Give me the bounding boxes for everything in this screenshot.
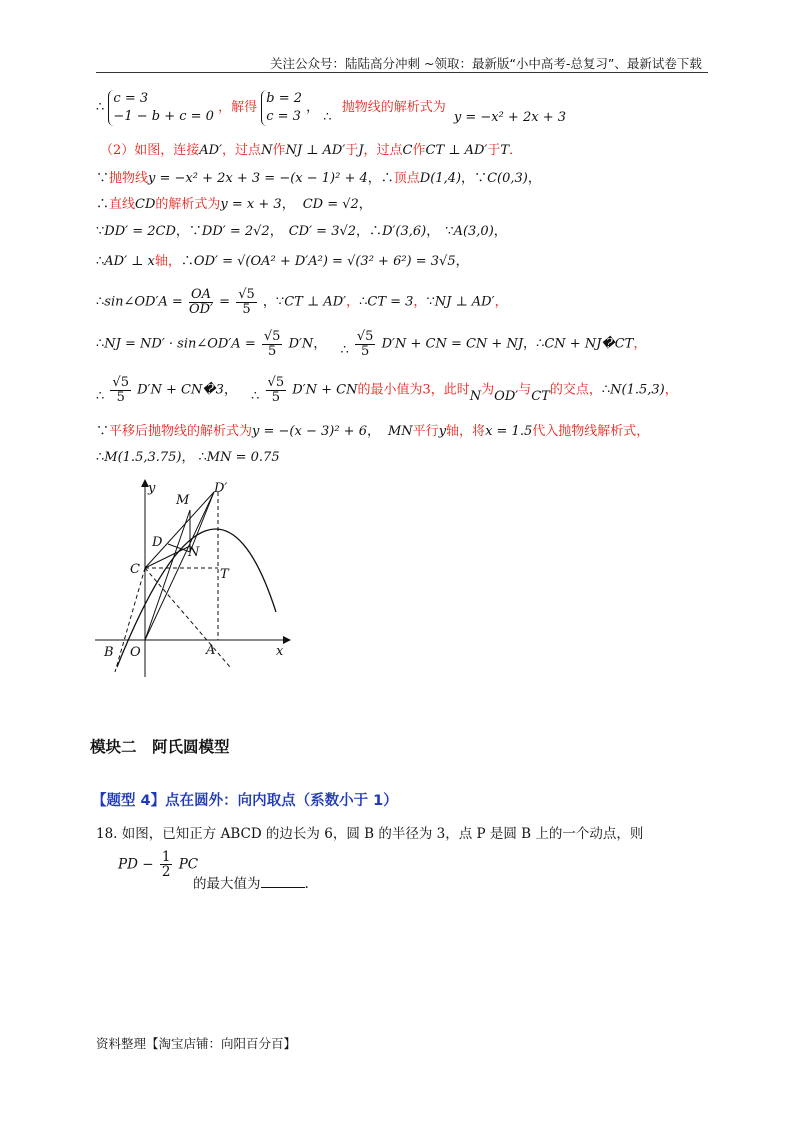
page-footer: 资料整理【淘宝店铺：向阳百分百】 — [96, 1036, 297, 1051]
solution-line-8: ∴NJ = ND′ · sin∠OD′A = $\frac{√5}{5}$ D′N， ∴ $\frac{√5}{5}$ D′N + CN = CN + NJ，∴CN + NJ�CT， — [96, 329, 647, 359]
question-18 — [96, 822, 643, 842]
fraction-sqrt5-5: $\frac{√5}{5}$ — [238, 287, 255, 317]
fraction-half: $\frac{1}{2}$ — [161, 849, 171, 880]
solution-line-7: ∴sin∠OD′A = $\frac{OA}{OD'}$ = $\frac{√5}{5}$ ，∵CT ⊥ AD′，∴CT = 3，∵NJ ⊥ AD′， — [96, 287, 508, 317]
solution-line-3: ∵抛物线y = −x² + 2x + 3 = −(x − 1)² + 4，∴顶点D(1,4)，∵C(0,3)， — [96, 171, 541, 186]
page-header: 关注公众号：陆陆高分冲刺 ~领取：最新版“小中高考-总复习”、最新试卷下载 — [270, 56, 702, 71]
label-d: D — [152, 535, 163, 550]
solution-line-4: ∴直线CD的解析式为y = x + 3， CD = √2， — [96, 197, 372, 212]
solution-line-5: ∵DD′ = 2CD，∵DD′ = 2√2， CD′ = 3√2，∴D′(3,6)， ∵A(3,0)， — [96, 224, 507, 239]
header-rule — [96, 72, 708, 73]
solution-line-2: （2）如图，连接AD′，过点N作NJ ⊥ AD′于J，过点C作CT ⊥ AD′于T． — [100, 143, 523, 158]
label-t: T — [220, 567, 229, 582]
dashed-ca — [145, 568, 230, 667]
line-dn-dp — [190, 492, 214, 552]
equation-system-1: c = 3 −1 − b + c = 0 — [108, 90, 214, 126]
answer-blank[interactable] — [261, 875, 305, 888]
question-text: 如图，已知正方 ABCD 的边长为 6，圆 B 的半径为 3，点 P 是圆 B 上的一个动点，则 — [121, 826, 644, 842]
line-odp — [145, 492, 214, 640]
solution-line-9: ∴ $\frac{√5}{5}$ D′N + CN�3， ∴ $\frac{√5}{5}$ D′N + CN的最小值为3，此时N为OD′与CT的交点，∴N(1.5,3)， — [96, 375, 678, 405]
parabola-figure — [90, 472, 310, 682]
fraction-oa-odp: $\frac{OA}{OD'}$ — [188, 287, 214, 317]
section-title: 模块二 阿氏圆模型 — [90, 738, 230, 756]
solution-line-6: ∴AD′ ⊥ x轴，∴OD′ = √(OA² + D′A²) = √(3² + 6²) = 3√5， — [96, 254, 469, 269]
question-number: 18. — [96, 826, 118, 842]
question-answer-line: 的最大值为 . — [193, 876, 309, 892]
label-a: A — [206, 643, 216, 658]
label-x: x — [276, 644, 284, 659]
solution-line-10: ∵平移后抛物线的解析式为y = −(x − 3)² + 6， MN平行y轴，将x = 1.5代入抛物线解析式， — [96, 424, 650, 439]
label-b: B — [104, 645, 114, 660]
label-m: M — [176, 493, 190, 508]
label-o: O — [130, 645, 141, 660]
label-c: C — [130, 562, 140, 577]
equation-system-2: b = 2 c = 3 — [261, 90, 302, 126]
label-dp: D′ — [214, 481, 228, 496]
question-type-title: 【题型 4】点在圆外：向内取点（系数小于 1） — [92, 793, 398, 809]
label-y: y — [148, 481, 156, 496]
solution-line-11: ∴M(1.5,3.75)， ∴MN = 0.75 — [96, 450, 280, 465]
label-n: N — [188, 545, 200, 560]
line-o-m — [145, 510, 190, 640]
solution-line-1: ∴ c = 3 −1 − b + c = 0 ，解得 b = 2 c = 3 ， ∴ 抛物线的解析式为 y = −x² + 2x + 3 — [96, 91, 566, 125]
question-expression: PD − $\frac{1}{2}$ PC — [118, 849, 199, 880]
